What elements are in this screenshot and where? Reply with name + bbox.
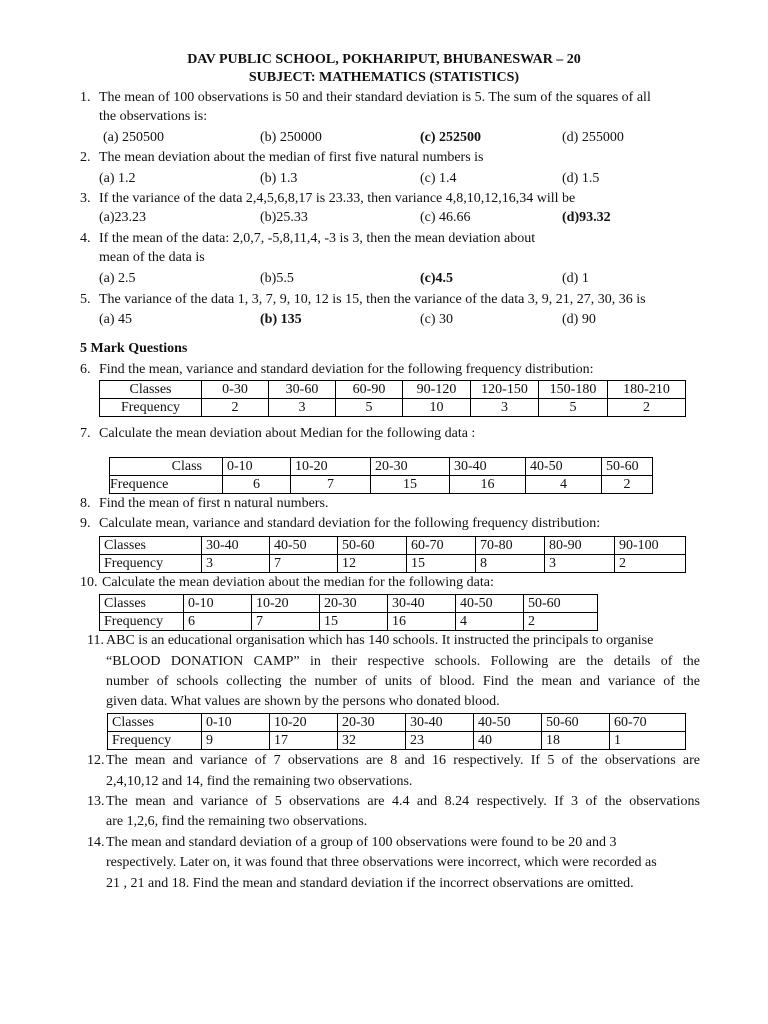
frequency-table: [107, 713, 686, 750]
table-cell: 6: [223, 476, 291, 494]
question-text: given data. What values are shown by the persons who donated blood.: [106, 694, 500, 709]
table-row: [100, 555, 686, 573]
table-cell: 32: [338, 732, 406, 750]
question-number: 11.: [87, 633, 104, 648]
table-cell: 7: [270, 555, 338, 573]
option-b: (b) 1.3: [260, 171, 298, 186]
question-text: The mean deviation about the median of first five natural numbers is: [99, 150, 484, 165]
table-cell: 40-50: [456, 595, 524, 613]
table-cell: Frequency: [100, 613, 184, 631]
option-b: (b)25.33: [260, 210, 308, 225]
option-c-answer: (c)4.5: [420, 271, 454, 286]
table-cell: 15: [320, 613, 388, 631]
question-text: Find the mean of first n natural numbers.: [99, 496, 329, 511]
table-cell: 16: [450, 476, 526, 494]
table-cell: 30-40: [406, 714, 474, 732]
table-row: [100, 537, 686, 555]
question-text: The variance of the data 1, 3, 7, 9, 10, 12 is 15, then the variance of the data 3, 9, 21, 27, 30, 36 is: [99, 292, 646, 307]
table-cell: 4: [526, 476, 602, 494]
question-text: the observations is:: [99, 109, 208, 124]
table-cell: 16: [388, 613, 456, 631]
table-cell: Classes: [100, 537, 202, 555]
table-cell: 3: [269, 399, 336, 417]
table-cell: 90-120: [403, 381, 471, 399]
option-c-answer: (c) 252500: [420, 130, 482, 145]
table-cell: Class: [110, 458, 223, 476]
table-cell: Classes: [100, 381, 202, 399]
table-cell: 10: [403, 399, 471, 417]
table-cell: 50-60: [542, 714, 610, 732]
table-cell: 60-70: [610, 714, 686, 732]
table-cell: 12: [338, 555, 407, 573]
table-cell: Frequency: [100, 555, 202, 573]
question-number: 8.: [80, 496, 91, 511]
table-cell: 10-20: [270, 714, 338, 732]
table-cell: 60-90: [336, 381, 403, 399]
question-number: 12.: [87, 753, 105, 768]
option-d: (d) 255000: [562, 130, 624, 145]
question-text: are 1,2,6, find the remaining two observations.: [106, 814, 368, 829]
table-cell: 2: [615, 555, 686, 573]
frequency-table: [99, 380, 686, 417]
table-cell: 90-100: [615, 537, 686, 555]
table-cell: 2: [202, 399, 269, 417]
table-row: [100, 613, 598, 631]
table-cell: 50-60: [338, 537, 407, 555]
table-cell: 9: [202, 732, 270, 750]
question-text: ABC is an educational organisation which has 140 schools. It instructed the principals to organise: [106, 633, 654, 648]
subject-title: SUBJECT: MATHEMATICS (STATISTICS): [248, 70, 520, 85]
question-number: 14.: [87, 835, 105, 850]
table-cell: 7: [291, 476, 371, 494]
section-title: 5 Mark Questions: [80, 341, 188, 356]
option-c: (c) 1.4: [420, 171, 457, 186]
question-number: 1.: [80, 90, 91, 105]
option-a: (a) 250500: [103, 130, 165, 145]
question-number: 10.: [80, 575, 98, 590]
option-b: (b) 250000: [260, 130, 322, 145]
question-number: 9.: [80, 516, 91, 531]
question-text: number of schools collecting the number of units of blood. Find the mean and variance of the: [106, 674, 700, 689]
table-cell: Frequency: [100, 399, 202, 417]
frequency-table: [109, 457, 653, 494]
frequency-table: [99, 536, 686, 573]
table-cell: 60-70: [407, 537, 476, 555]
table-cell: 3: [471, 399, 539, 417]
table-cell: 17: [270, 732, 338, 750]
option-a: (a) 45: [99, 312, 133, 327]
table-cell: 10-20: [252, 595, 320, 613]
table-cell: 7: [252, 613, 320, 631]
table-cell: 80-90: [545, 537, 615, 555]
table-cell: 6: [184, 613, 252, 631]
table-cell: 120-150: [471, 381, 539, 399]
option-a: (a)23.23: [99, 210, 147, 225]
table-cell: 8: [476, 555, 545, 573]
table-cell: 2: [602, 476, 653, 494]
question-text: The mean of 100 observations is 50 and their standard deviation is 5. The sum of the squares of all: [99, 90, 651, 105]
table-row: [108, 714, 686, 732]
question-text: The mean and variance of 7 observations are 8 and 16 respectively. If 5 of the observations are: [106, 753, 700, 768]
table-cell: 1: [610, 732, 686, 750]
table-cell: 30-60: [269, 381, 336, 399]
table-cell: 40: [474, 732, 542, 750]
table-cell: 23: [406, 732, 474, 750]
table-cell: 50-60: [602, 458, 653, 476]
question-number: 2.: [80, 150, 91, 165]
question-text: Find the mean, variance and standard deviation for the following frequency distribution:: [99, 362, 594, 377]
table-cell: 180-210: [608, 381, 686, 399]
table-row: [110, 458, 653, 476]
question-text: Calculate mean, variance and standard deviation for the following frequency distribution:: [99, 516, 601, 531]
table-row: [100, 399, 686, 417]
option-a: (a) 1.2: [99, 171, 136, 186]
table-cell: 20-30: [338, 714, 406, 732]
table-cell: 20-30: [371, 458, 450, 476]
option-b-answer: (b) 135: [260, 312, 302, 327]
question-text: “BLOOD DONATION CAMP” in their respective schools. Following are the details of the: [106, 654, 700, 669]
table-cell: 0-10: [202, 714, 270, 732]
table-cell: 70-80: [476, 537, 545, 555]
question-text: respectively. Later on, it was found that three observations were incorrect, which were recorded as: [106, 855, 657, 870]
table-row: [108, 732, 686, 750]
question-number: 4.: [80, 231, 91, 246]
option-c: (c) 30: [420, 312, 454, 327]
table-cell: Frequency: [108, 732, 202, 750]
table-row: [100, 381, 686, 399]
option-b: (b)5.5: [260, 271, 294, 286]
table-cell: 10-20: [291, 458, 371, 476]
option-d: (d) 90: [562, 312, 596, 327]
question-number: 13.: [87, 794, 105, 809]
table-cell: 18: [542, 732, 610, 750]
question-text: The mean and variance of 5 observations are 4.4 and 8.24 respectively. If 3 of the observations: [106, 794, 700, 809]
table-cell: 4: [456, 613, 524, 631]
table-cell: 30-40: [388, 595, 456, 613]
table-cell: 40-50: [526, 458, 602, 476]
option-a: (a) 2.5: [99, 271, 136, 286]
question-text: The mean and standard deviation of a group of 100 observations were found to be 20 and 3: [106, 835, 617, 850]
table-cell: 5: [336, 399, 403, 417]
option-d: (d) 1: [562, 271, 589, 286]
table-cell: 40-50: [474, 714, 542, 732]
table-cell: 20-30: [320, 595, 388, 613]
question-number: 3.: [80, 191, 91, 206]
question-number: 6.: [80, 362, 91, 377]
question-text: If the variance of the data 2,4,5,6,8,17 is 23.33, then variance 4,8,10,12,16,34 will be: [99, 191, 576, 206]
table-row: [110, 476, 653, 494]
table-cell: 150-180: [539, 381, 608, 399]
table-cell: 15: [371, 476, 450, 494]
table-cell: 30-40: [450, 458, 526, 476]
table-cell: 3: [202, 555, 270, 573]
table-cell: 50-60: [524, 595, 598, 613]
table-cell: 15: [407, 555, 476, 573]
table-cell: 3: [545, 555, 615, 573]
table-row: [100, 595, 598, 613]
option-d: (d) 1.5: [562, 171, 600, 186]
question-number: 7.: [80, 426, 91, 441]
table-cell: 30-40: [202, 537, 270, 555]
table-cell: 0-30: [202, 381, 269, 399]
table-cell: 0-10: [184, 595, 252, 613]
question-text: 21 , 21 and 18. Find the mean and standard deviation if the incorrect observations are omitted.: [106, 876, 634, 891]
question-number: 5.: [80, 292, 91, 307]
frequency-table: [99, 594, 598, 631]
table-cell: 5: [539, 399, 608, 417]
question-text: Calculate the mean deviation about the median for the following data:: [102, 575, 494, 590]
table-cell: 2: [524, 613, 598, 631]
question-text: 2,4,10,12 and 14, find the remaining two observations.: [106, 774, 413, 789]
table-cell: 2: [608, 399, 686, 417]
option-c: (c) 46.66: [420, 210, 471, 225]
table-cell: Classes: [100, 595, 184, 613]
table-cell: Frequence: [110, 476, 223, 494]
question-text: Calculate the mean deviation about Median for the following data :: [99, 426, 476, 441]
question-text: mean of the data is: [99, 250, 205, 265]
option-d-answer: (d)93.32: [562, 210, 611, 225]
table-cell: 0-10: [223, 458, 291, 476]
table-cell: Classes: [108, 714, 202, 732]
table-cell: 40-50: [270, 537, 338, 555]
school-title: DAV PUBLIC SCHOOL, POKHARIPUT, BHUBANESWAR – 20: [187, 52, 581, 67]
question-text: If the mean of the data: 2,0,7, -5,8,11,4, -3 is 3, then the mean deviation about: [99, 231, 536, 246]
